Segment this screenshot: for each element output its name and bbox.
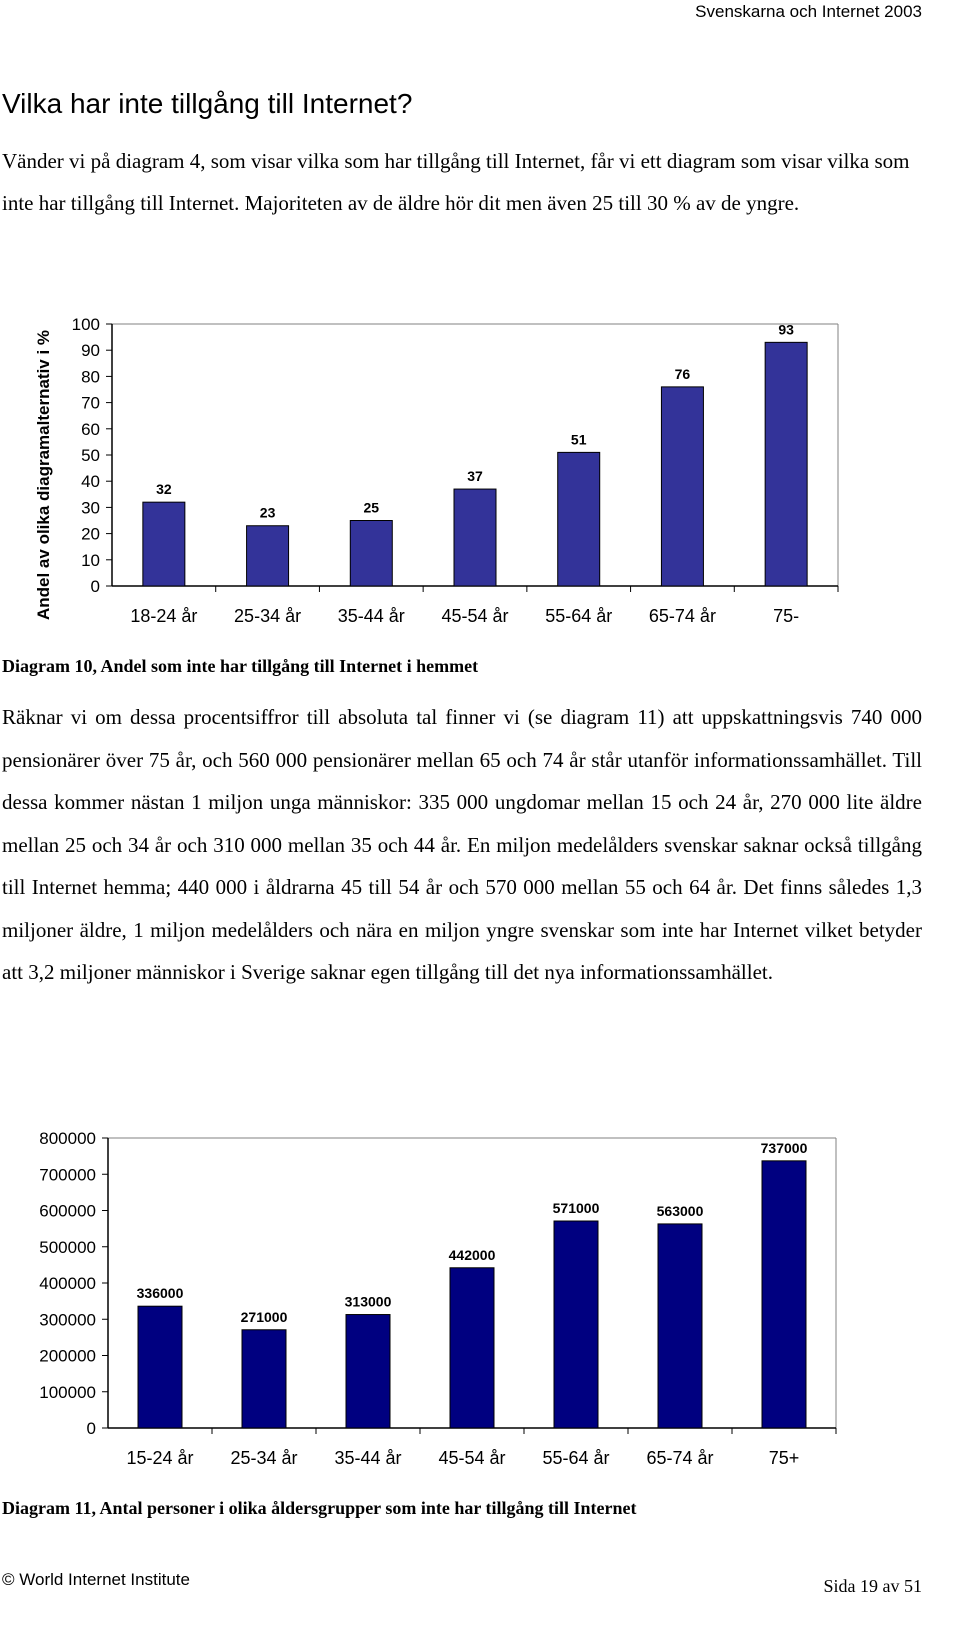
d11-y-tick-label: 700000	[39, 1165, 96, 1185]
d10-y-tick-label: 30	[81, 498, 100, 518]
footer-copyright: © World Internet Institute	[2, 1570, 190, 1589]
intro-paragraph: Vänder vi på diagram 4, som visar vilka som har tillgång till Internet, får vi ett diagram som visar vilka som inte har tillgång till Internet. Majoriteten av de äldre hör dit men även 25 till 30 % av de yngre.	[2, 149, 910, 215]
page-number: Sida 19 av 51	[823, 1576, 922, 1596]
d10-y-tick-label: 100	[71, 315, 100, 334]
d11-y-tick-label: 500000	[39, 1237, 96, 1257]
d11-bar	[450, 1268, 494, 1428]
d10-x-tick-label: 18-24 år	[130, 606, 198, 626]
d10-data-label: 51	[570, 431, 587, 448]
d11-y-tick-label: 0	[86, 1419, 96, 1438]
d11-data-label: 737000	[760, 1139, 808, 1156]
d10-y-axis-label: Andel av olika diagramalternativ i %	[34, 329, 53, 621]
d11-y-tick-label: 400000	[39, 1274, 96, 1293]
d10-data-label: 37	[467, 468, 483, 485]
d11-bar	[346, 1315, 390, 1428]
d11-x-tick-label: 35-44 år	[334, 1448, 402, 1468]
running-header: Svenskarna och Internet 2003	[695, 2, 922, 21]
diagram-10-caption: Diagram 10, Andel som inte har tillgång till Internet i hemmet	[2, 656, 479, 676]
d11-x-tick-label: 55-64 år	[542, 1448, 610, 1468]
d11-bar	[554, 1221, 598, 1428]
d11-data-label: 442000	[448, 1246, 496, 1263]
d10-x-tick-label: 25-34 år	[234, 606, 302, 626]
d10-y-tick-label: 90	[81, 341, 100, 361]
d10-x-tick-label: 75-	[773, 606, 800, 626]
d11-data-label: 313000	[344, 1293, 392, 1310]
d11-bar	[658, 1224, 702, 1428]
d10-y-tick-label: 80	[81, 367, 100, 387]
d10-x-tick-label: 45-54 år	[441, 606, 509, 626]
diagram-11-caption: Diagram 11, Antal personer i olika åldersgrupper som inte har tillgång till Internet	[2, 1498, 637, 1518]
d10-x-tick-label: 65-74 år	[648, 606, 716, 626]
d10-y-tick-label: 40	[81, 472, 100, 492]
d11-bar	[138, 1306, 182, 1428]
d11-y-tick-label: 800000	[39, 1129, 96, 1148]
d11-data-label: 336000	[136, 1285, 184, 1302]
d10-y-tick-label: 0	[90, 577, 100, 596]
d11-y-tick-label: 100000	[39, 1382, 96, 1402]
d11-data-label: 571000	[552, 1200, 600, 1217]
d10-y-tick-label: 60	[81, 419, 100, 439]
d10-y-tick-label: 20	[81, 524, 100, 544]
d10-x-tick-label: 35-44 år	[337, 606, 405, 626]
d10-data-label: 32	[156, 481, 172, 498]
body-paragraph: Räknar vi om dessa procentsiffror till absoluta tal finner vi (se diagram 11) att uppskattningsvis 740 000 pensionärer över 75 år, och 560 000 pensionärer mellan 65 och 74 år står utanför informationssamhället. Till dessa kommer nästan 1 miljon unga människor: 335 000 ungdomar mellan 15 och 24 år, 270 000 lite äldre mellan 25 och 34 år och 310 000 mellan 35 och 44 år. En miljon medelålders svenskar saknar också tillgång till Internet hemma; 440 000 i åldrarna 45 till 54 år och 570 000 mellan 55 och 64 år. Det finns således 1,3 miljoner äldre, 1 miljon medelålders och nära en miljon yngre svenskar som inte har Internet vilket betyder att 3,2 miljoner människor i Sverige saknar egen tillgång till det nya informationssamhället.	[2, 705, 922, 984]
d10-data-label: 23	[259, 504, 276, 521]
d10-y-tick-label: 10	[81, 550, 100, 570]
d11-x-tick-label: 15-24 år	[126, 1448, 194, 1468]
d10-data-label: 76	[674, 365, 691, 382]
d10-y-tick-label: 70	[81, 393, 100, 413]
page-title: Vilka har inte tillgång till Internet?	[2, 88, 413, 119]
d10-y-tick-label: 50	[81, 446, 100, 465]
d11-bar	[762, 1161, 806, 1428]
d10-data-label: 25	[363, 499, 380, 516]
d11-x-tick-label: 65-74 år	[646, 1448, 714, 1468]
d11-y-tick-label: 200000	[39, 1346, 96, 1366]
d11-data-label: 563000	[656, 1202, 704, 1219]
d11-data-label: 271000	[240, 1308, 288, 1325]
d10-x-tick-label: 55-64 år	[545, 606, 613, 626]
d11-x-tick-label: 75+	[768, 1448, 800, 1468]
d10-data-label: 93	[778, 321, 794, 338]
d11-x-tick-label: 45-54 år	[438, 1448, 506, 1468]
d11-x-tick-label: 25-34 år	[230, 1448, 298, 1468]
d11-y-tick-label: 300000	[39, 1310, 96, 1330]
d11-bar	[242, 1330, 286, 1428]
d11-y-tick-label: 600000	[39, 1201, 96, 1221]
